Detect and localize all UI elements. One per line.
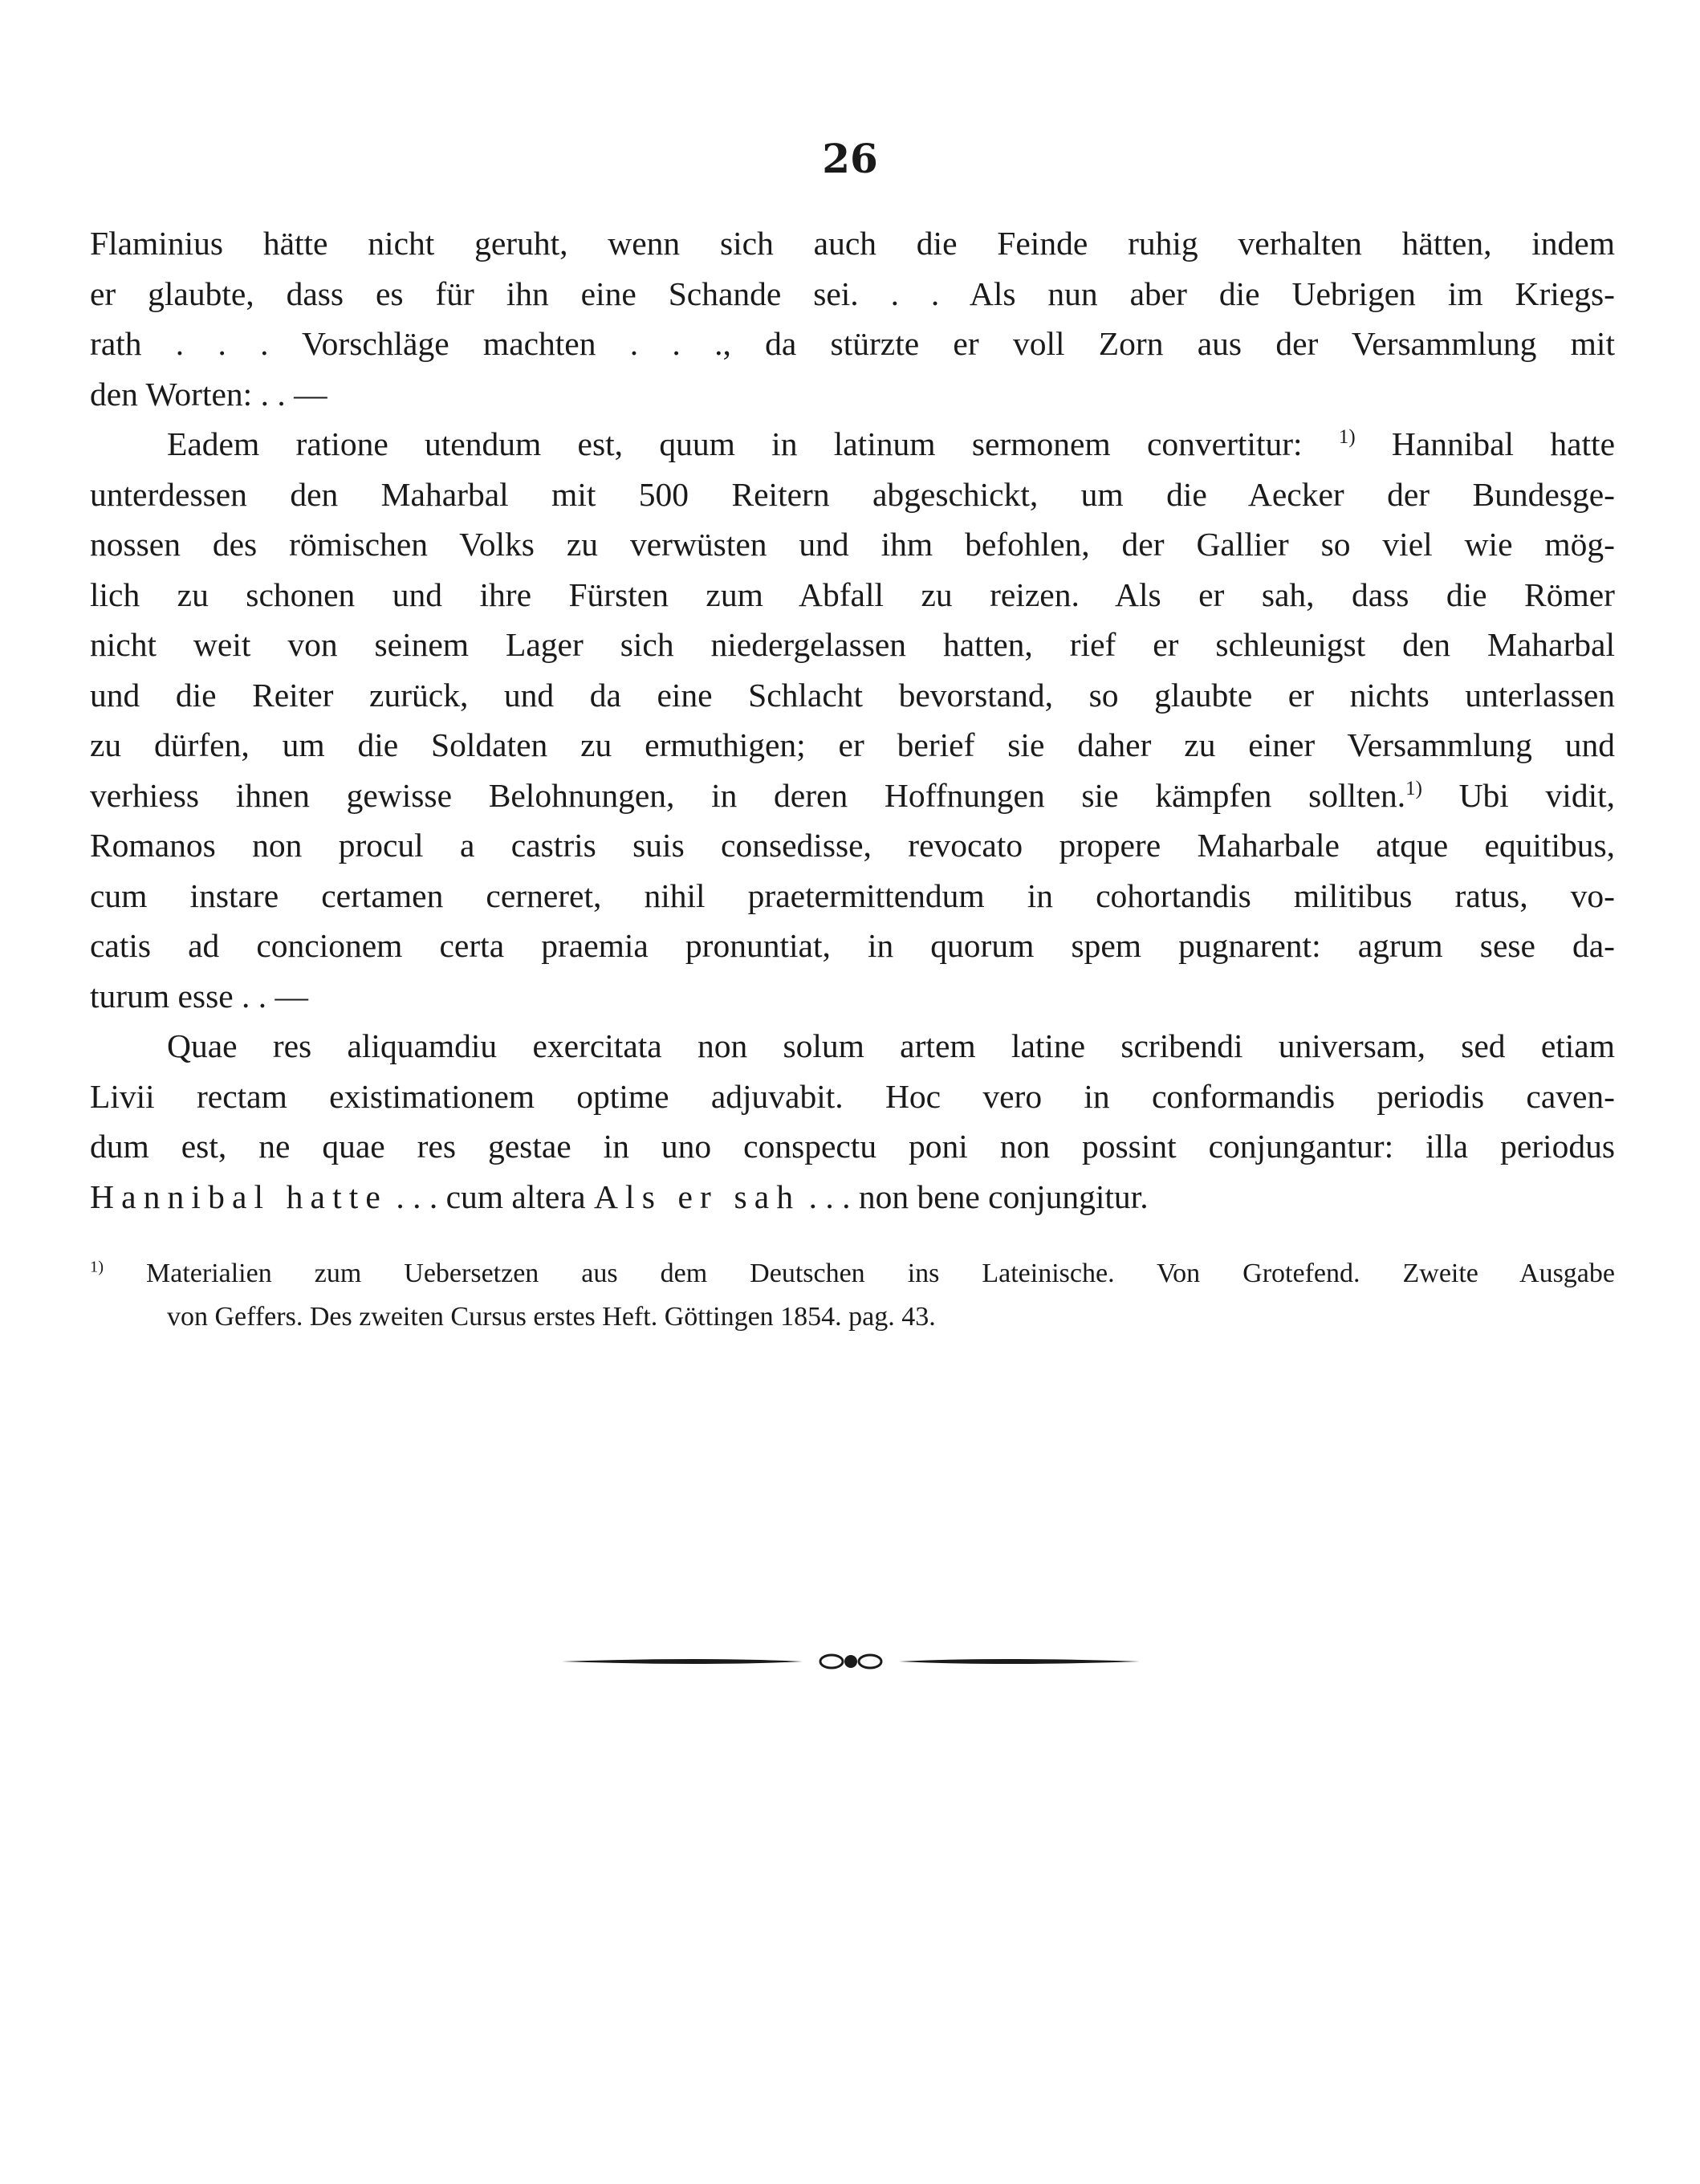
footnote <box>90 1252 1615 1339</box>
text-segment: Eadem ratione utendum est, quum in latinum sermonem convertitur: <box>167 425 1339 462</box>
text-line: turum esse . . — <box>90 977 309 1015</box>
text-line: Quae res aliquamdiu exercitata non solum artem latine scribendi universam, sed etiam <box>167 1027 1615 1064</box>
footnote-line <box>90 1252 1615 1295</box>
main-text <box>90 218 1615 1222</box>
footnote-marker: 1) <box>90 1258 104 1276</box>
page-number: 26 <box>822 135 878 182</box>
text-line: dum est, ne quae res gestae in uno conspectu poni non possint conjungantur: illa periodus <box>90 1128 1615 1165</box>
text-segment: . . . cum altera <box>387 1177 594 1215</box>
text-line: zu dürfen, um die Soldaten zu ermuthigen; er berief sie daher zu einer Versammlung und <box>90 726 1615 763</box>
text-segment: Ubi vidit, <box>1421 776 1615 814</box>
text-line: rath . . . Vorschläge machten . . ., da stürzte er voll Zorn aus der Versammlung mit <box>90 325 1615 362</box>
text-line: nossen des römischen Volks zu verwüsten und ihm befohlen, der Gallier so viel wie mög- <box>90 526 1615 563</box>
text-line: den Worten: . . — <box>90 375 327 413</box>
text-line <box>90 771 1615 821</box>
text-line: Flaminius hätte nicht geruht, wenn sich auch die Feinde ruhig verhalten hätten, indem <box>90 225 1615 262</box>
text-line <box>90 1172 1615 1222</box>
text-line: catis ad concionem certa praemia pronuntiat, in quorum spem pugnarent: agrum sese da- <box>90 927 1615 964</box>
text-line: nicht weit von seinem Lager sich niedergelassen hatten, rief er schleunigst den Maharbal <box>90 626 1615 663</box>
footnote-ref: 1) <box>1405 777 1422 799</box>
text-line: unterdessen den Maharbal mit 500 Reitern abgeschickt, um die Aecker der Bundesge- <box>90 475 1615 513</box>
text-line: cum instare certamen cerneret, nihil praetermittendum in cohortandis militibus ratus, vo- <box>90 876 1615 914</box>
spaced-phrase: Als er sah <box>593 1177 801 1215</box>
text-line: Livii rectam existimationem optime adjuvabit. Hoc vero in conformandis periodis caven- <box>90 1077 1615 1115</box>
footnote-ref: 1) <box>1338 426 1356 449</box>
text-line: und die Reiter zurück, und da eine Schlacht bevorstand, so glaubte er nichts unterlassen <box>90 676 1615 714</box>
text-line: lich zu schonen und ihre Fürsten zum Abfall zu reizen. Als er sah, dass die Römer <box>90 575 1615 613</box>
text-line <box>90 419 1615 470</box>
text-line: Romanos non procul a castris suis consedisse, revocato propere Maharbale atque equitibus, <box>90 827 1615 864</box>
text-segment: . . . non bene conjungitur. <box>800 1177 1149 1215</box>
text-segment: Hannibal hatte <box>1355 425 1615 462</box>
ornament-divider <box>562 1645 1140 1678</box>
footnote-line: von Geffers. Des zweiten Cursus erstes Heft. Göttingen 1854. pag. 43. <box>167 1302 936 1332</box>
text-segment: verhiess ihnen gewisse Belohnungen, in deren Hoffnungen sie kämpfen sollten. <box>90 776 1406 814</box>
spaced-phrase: Hannibal hatte <box>90 1177 388 1215</box>
text-line: er glaubte, dass es für ihn eine Schande sei. . . Als nun aber die Uebrigen im Kriegs- <box>90 275 1615 312</box>
footnote-text: Materialien zum Uebersetzen aus dem Deutschen ins Lateinische. Von Grotefend. Zweite Ausgabe <box>146 1259 1615 1288</box>
